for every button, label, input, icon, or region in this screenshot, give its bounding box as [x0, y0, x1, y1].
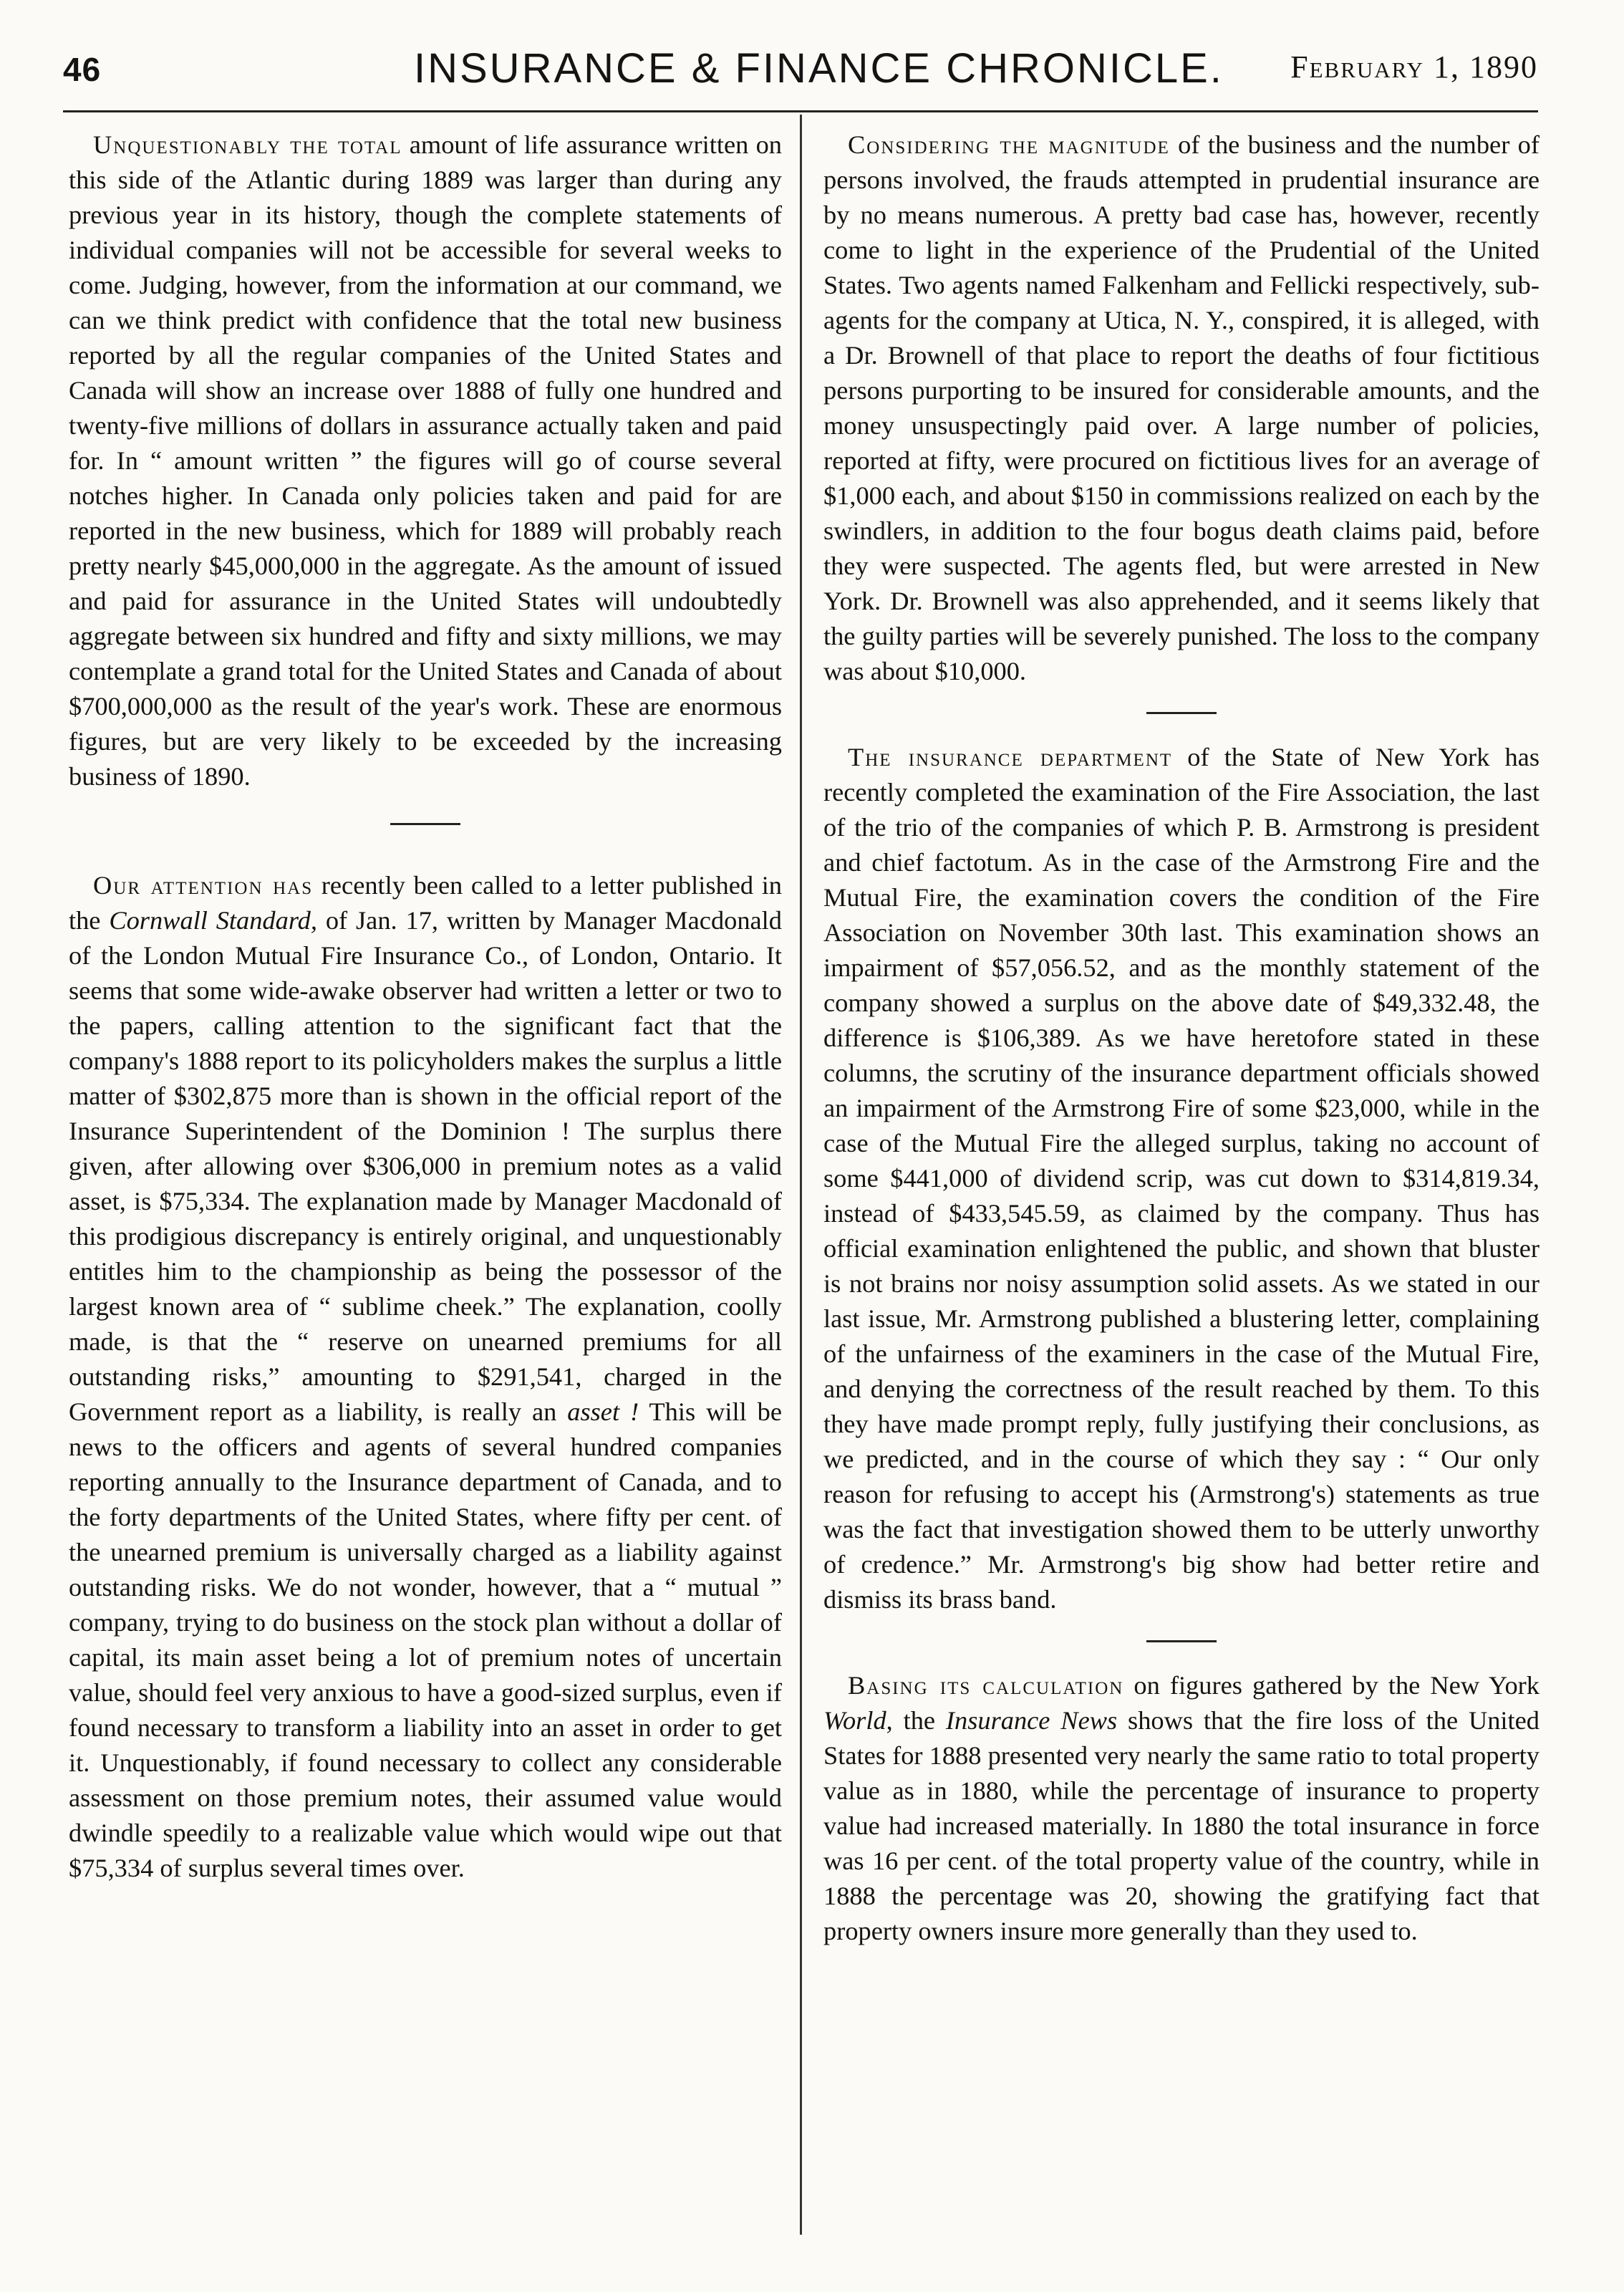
- publication-title: INSURANCE & FINANCE CHRONICLE.: [414, 45, 1224, 92]
- article-lead: Unquestionably the total: [93, 130, 402, 159]
- article-life-assurance: [69, 127, 782, 794]
- article-body: of the State of New York has recently completed the examination of the Fire Association, the last of the trio of the companies of which P. B. Armstrong is president and chief factotum. As in the case of the Armstrong Fire and the Mutual Fire, the examination covers the condition of the Fire Association on November 30th last. This examination shows an impairment of $57,056.52, and as the monthly statement of the company showed a surplus on the above date of $49,332.48, the difference is $106,389. As we have heretofore stated in these columns, the scrutiny of the insurance department officials showed an impairment of the Armstrong Fire of some $23,000, while in the case of the Mutual Fire the alleged surplus, taking no account of some $441,000 of dividend scrip, was cut down to $314,819.34, instead of $433,545.59, as claimed by the company. Thus has official examination enlightened the public, and shown that bluster is not brains nor noisy assumption solid assets. As we stated in our last issue, Mr. Armstrong published a blustering letter, complaining of the unfairness of the examiners in the case of the Mutual Fire, and denying the correctness of the result reached by them. To this they have made prompt reply, fully justifying their conclusions, as we predicted, and in the course of which they say : “ Our only reason for refusing to accept his (Armstrong's) statements as true was the fact that investigation showed them to be utterly unworthy of credence.” Mr. Armstrong's big show had better retire and dismiss its brass band.: [823, 743, 1540, 1614]
- article-lead: Basing its calculation: [848, 1671, 1124, 1700]
- article-lead: Our attention has: [93, 871, 314, 900]
- article-lead: The insurance department: [848, 743, 1173, 771]
- article-body: of Jan. 17, written by Manager Macdonald of the London Mutual Fire Insurance Co., of London, Ontario. It seems that some wide-awake observer had written a letter or two to the papers, calling attention to the significant fact that the company's 1888 report to its policyholders makes the surplus a little matter of $302,875 more than is shown in the official report of the Insurance Superintendent of the Dominion ! The surplus there given, after allowing over $306,000 in premium notes as a valid asset, is $75,334. The explanation made by Manager Macdonald of this prodigious discrepancy is entirely original, and unquestionably entitles him to the championship as being the possessor of the largest known area of “ sublime cheek.” The explanation, coolly made, is that the “ reserve on unearned premiums for all outstanding risks,” amounting to $291,541, charged in the Government report as a liability, is really an: [69, 906, 782, 1426]
- article-fire-loss: [823, 1668, 1540, 1949]
- article-separator: [1146, 712, 1217, 714]
- article-lead: Considering the magnitude: [848, 130, 1170, 159]
- article-body: This will be news to the officers and agents of several hundred companies reporting annually to the Insurance department of Canada, and to the forty departments of the United States, where fifty per cent. of the unearned premium is universally charged as a liability against outstanding risks. We do not wonder, however, that a “ mutual ” company, trying to do business on the stock plan without a dollar of capital, its main asset being a lot of premium notes of uncertain value, should feel very anxious to have a good-sized surplus, even if found necessary to transform a liability into an asset in order to get it. Unquestionably, if found necessary to collect any considerable assessment on those premium notes, their assumed value would dwindle speedily to a realizable value which would wipe out that $75,334 of surplus several times over.: [69, 1397, 782, 1882]
- right-column: [823, 127, 1540, 1949]
- article-fire-association: [823, 740, 1540, 1617]
- article-prudential-fraud: [823, 127, 1540, 689]
- article-separator: [1146, 1640, 1217, 1642]
- page-number: 46: [63, 51, 102, 88]
- emphasis-text: asset !: [567, 1397, 639, 1426]
- article-body: amount of life assurance written on this side of the Atlantic during 1889 was larger than during any previous year in its history, though the complete statements of individual companies will not be accessible for several weeks to come. Judging, however, from the information at our command, we can we think predict with confidence that the total new business reported by all the regular companies of the United States and Canada will show an increase over 1888 of fully one hundred and twenty-five millions of dollars in assurance actually taken and paid for. In “ amount written ” the figures will go of course several notches higher. In Canada only policies taken and paid for are reported in the new business, which for 1889 will probably reach pretty nearly $45,000,000 in the aggregate. As the amount of issued and paid for assurance in the United States will undoubtedly aggregate between six hundred and fifty and sixty millions, we may contemplate a grand total for the United States and Canada of about $700,000,000 as the result of the year's work. These are enormous figures, but are very likely to be exceeded by the increasing business of 1890.: [69, 130, 783, 791]
- issue-date: February 1, 1890: [1290, 49, 1538, 85]
- article-body: shows that the fire loss of the United States for 1888 presented very nearly the same ratio to total property value as in 1880, while the percentage of insurance to property value had increased materially. In 1880 the total insurance in force was 16 per cent. of the total property value of the country, while in 1888 the percentage was 20, showing the gratifying fact that property owners insure more generally than they used to.: [823, 1706, 1540, 1945]
- article-body: on figures gathered by the New York: [1123, 1671, 1540, 1700]
- article-body: of the business and the number of persons involved, the frauds attempted in prudential insurance are by no means numerous. A pretty bad case has, however, recently come to light in the experience of the Prudential of the United States. Two agents named Falkenham and Fellicki respectively, sub-agents for the company at Utica, N. Y., conspired, it is alleged, with a Dr. Brownell of that place to report the deaths of four fictitious persons purporting to be insured for considerable amounts, and the money unsuspectingly paid over. A large number of policies, reported at fifty, were procured on fictitious lives for an average of $1,000 each, and about $150 in commissions realized on each by the swindlers, in addition to the four bogus death claims paid, before they were suspected. The agents fled, but were arrested in New York. Dr. Brownell was also apprehended, and it seems likely that the guilty parties will be severely punished. The loss to the company was about $10,000.: [823, 130, 1540, 685]
- article-body: , the: [886, 1706, 946, 1735]
- newspaper-title: Insurance News: [945, 1706, 1118, 1735]
- left-column: [69, 127, 782, 1886]
- article-london-mutual: [69, 868, 782, 1886]
- newspaper-title: Cornwall Standard,: [109, 906, 317, 935]
- header-rule: [63, 110, 1538, 112]
- article-body: recently been called to a letter published in the: [69, 871, 783, 935]
- column-divider: [800, 115, 802, 2235]
- newspaper-title: World: [823, 1706, 886, 1735]
- page-header: [63, 44, 1538, 102]
- article-separator: [390, 823, 460, 825]
